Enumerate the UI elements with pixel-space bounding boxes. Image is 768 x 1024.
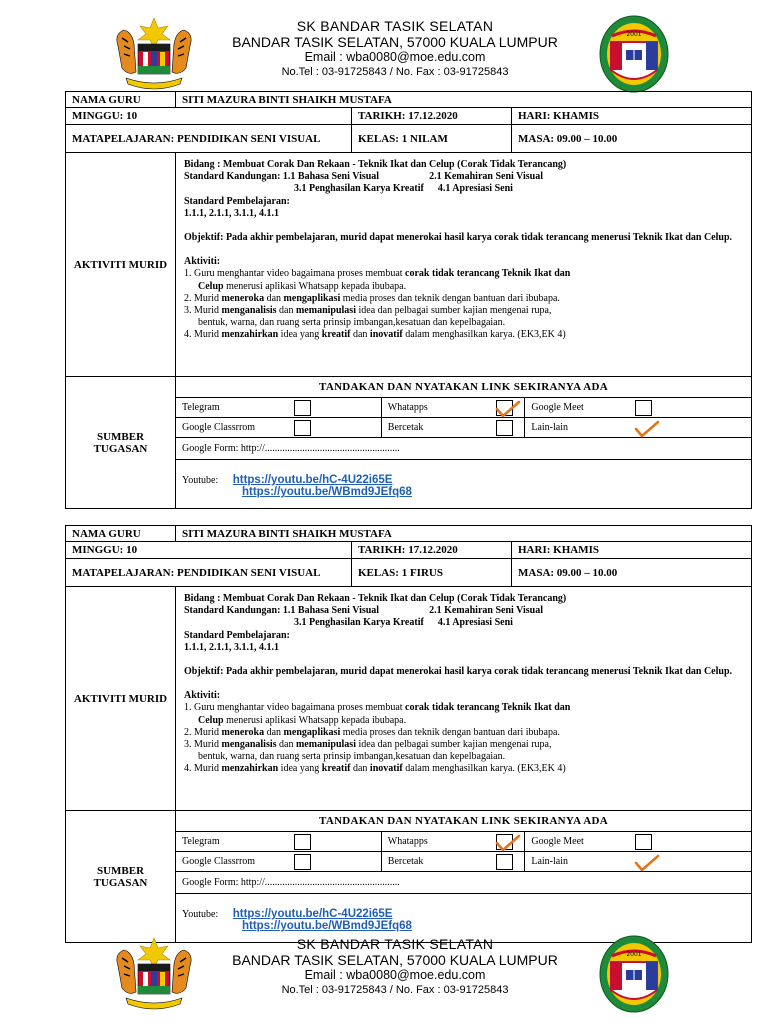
option-lain-lain[interactable]: Lain-lain [525, 851, 751, 871]
youtube-link-2[interactable]: https://youtu.be/WBmd9JEfq68 [242, 920, 412, 933]
youtube-link-2[interactable]: https://youtu.be/WBmd9JEfq68 [242, 486, 412, 499]
school-crest-icon [598, 14, 670, 94]
checkbox-lain-lain[interactable] [635, 854, 652, 870]
sumber-grid [176, 377, 751, 507]
svg-text:2001: 2001 [626, 31, 642, 38]
label-tarikh: TARIKH: 17.12.2020 [352, 108, 512, 125]
option-telegram[interactable]: Telegram [176, 831, 381, 851]
option-google-classroom[interactable]: Google Classrrom [176, 851, 381, 871]
letterhead-bottom [0, 934, 768, 1014]
label-matapelajaran: MATAPELAJARAN: PENDIDIKAN SENI VISUAL [66, 559, 352, 587]
sk-21: 2.1 Kemahiran Seni Visual [429, 605, 543, 617]
checkbox-google-meet[interactable] [635, 400, 652, 416]
svg-text:2001: 2001 [626, 951, 642, 958]
youtube-label: Youtube: [182, 475, 219, 487]
label-sumber-tugasan: SUMBER TUGASAN [66, 811, 176, 943]
label-masa: MASA: 09.00 – 10.00 [512, 559, 752, 587]
list-item: 4. Murid menzahirkan idea yang kreatif dan inovatif dalam menghasilkan karya. (EK3,EK 4) [184, 329, 566, 341]
youtube-link-1[interactable]: https://youtu.be/hC-4U22i65E [232, 908, 393, 921]
school-crest-icon [598, 934, 670, 1014]
label-minggu: MINGGU: 10 [66, 108, 352, 125]
checkbox-google-classroom[interactable] [294, 854, 311, 870]
standard-kandungan: Standard Kandungan: 1.1 Bahasa Seni Visual [184, 605, 380, 617]
sk-31: 3.1 Penghasilan Karya Kreatif [294, 617, 424, 629]
checkmark-icon [495, 833, 521, 853]
standard-kandungan: Standard Kandungan: 1.1 Bahasa Seni Visual [184, 171, 380, 183]
list-item: 2. Murid meneroka dan mengaplikasi media proses dan teknik dengan bantuan dari ibubapa. [184, 726, 560, 738]
list-item: 3. Murid menganalisis dan memanipulasi idea dan pelbagai sumber kajian mengenai rupa, bentuk, warna, dan ruang serta prinsip imbangan,kesatuan dan kepelbagaian. [184, 305, 552, 329]
malaysia-coat-of-arms-icon [108, 16, 200, 94]
option-bercetak[interactable]: Bercetak [381, 851, 525, 871]
youtube-label: Youtube: [182, 909, 219, 921]
list-item: 2. Murid meneroka dan mengaplikasi media proses dan teknik dengan bantuan dari ibubapa. [184, 292, 560, 304]
sumber-grid [176, 811, 751, 941]
school-name: SK BANDAR TASIK SELATAN [296, 18, 494, 34]
option-whatsapp[interactable]: Whatapps [381, 397, 525, 417]
option-telegram[interactable]: Telegram [176, 397, 381, 417]
label-aktiviti-murid: AKTIVITI MURID [66, 587, 176, 811]
bidang-text: Bidang : Membuat Corak Dan Rekaan - Teknik Ikat dan Celup (Corak Tidak Terancang) [184, 593, 567, 604]
list-item: 1. Guru menghantar video bagaimana proses membuat corak tidak terancang Teknik Ikat dan Celup menerusi aplikasi Whatsapp kepada ibubapa. [184, 702, 571, 726]
standard-pembelajaran-values: 1.1.1, 2.1.1, 3.1.1, 4.1.1 [184, 641, 279, 653]
checkbox-whatsapp[interactable] [496, 834, 513, 850]
label-matapelajaran: MATAPELAJARAN: PENDIDIKAN SENI VISUAL [66, 125, 352, 153]
guru-name: SITI MAZURA BINTI SHAIKH MUSTAFA [176, 92, 752, 108]
option-google-meet[interactable]: Google Meet [525, 397, 751, 417]
lesson-plan-1 [65, 91, 752, 509]
option-whatsapp[interactable]: Whatapps [381, 831, 525, 851]
bidang-text: Bidang : Membuat Corak Dan Rekaan - Teknik Ikat dan Celup (Corak Tidak Terancang) [184, 159, 567, 170]
youtube-link-1[interactable]: https://youtu.be/hC-4U22i65E [232, 474, 393, 487]
objektif-text: Objektif: Pada akhir pembelajaran, murid dapat menerokai hasil karya corak tidak terancang menerusi Teknik Ikat dan Celup. [184, 666, 733, 678]
sk-41: 4.1 Apresiasi Seni [437, 617, 513, 629]
label-hari: HARI: KHAMIS [512, 542, 752, 559]
sk-31: 3.1 Penghasilan Karya Kreatif [294, 183, 424, 195]
lesson-plan-2 [65, 525, 752, 943]
aktiviti-content [176, 153, 752, 377]
label-aktiviti-murid: AKTIVITI MURID [66, 153, 176, 377]
school-phone: No.Tel : 03-91725843 / No. Fax : 03-91725843 [281, 984, 509, 996]
school-email: Email : wba0080@moe.edu.com [304, 50, 486, 64]
checkbox-telegram[interactable] [294, 834, 311, 850]
aktiviti-content [176, 587, 752, 811]
school-address: BANDAR TASIK SELATAN, 57000 KUALA LUMPUR [232, 34, 558, 50]
checkbox-telegram[interactable] [294, 400, 311, 416]
aktiviti-list [184, 268, 743, 341]
google-form-field[interactable]: Google Form: http://...................................................... [176, 871, 751, 893]
aktiviti-label: Aktiviti: [184, 256, 221, 268]
sk-41: 4.1 Apresiasi Seni [437, 183, 513, 195]
option-lain-lain[interactable]: Lain-lain [525, 417, 751, 437]
list-item: 3. Murid menganalisis dan memanipulasi idea dan pelbagai sumber kajian mengenai rupa, bentuk, warna, dan ruang serta prinsip imbangan,kesatuan dan kepelbagaian. [184, 739, 552, 763]
checkmark-icon [634, 419, 660, 439]
option-google-classroom[interactable]: Google Classrrom [176, 417, 381, 437]
checkbox-google-classroom[interactable] [294, 420, 311, 436]
checkbox-bercetak[interactable] [496, 854, 513, 870]
label-masa: MASA: 09.00 – 10.00 [512, 125, 752, 153]
standard-pembelajaran-values: 1.1.1, 2.1.1, 3.1.1, 4.1.1 [184, 207, 279, 219]
checkmark-icon [495, 399, 521, 419]
list-item: 4. Murid menzahirkan idea yang kreatif dan inovatif dalam menghasilkan karya. (EK3,EK 4) [184, 763, 566, 775]
sk-21: 2.1 Kemahiran Seni Visual [429, 171, 543, 183]
checkbox-lain-lain[interactable] [635, 420, 652, 436]
label-kelas: KELAS: 1 FIRUS [352, 559, 512, 587]
label-nama-guru: NAMA GURU [66, 92, 176, 108]
checkbox-bercetak[interactable] [496, 420, 513, 436]
checkmark-icon [634, 853, 660, 873]
aktiviti-label: Aktiviti: [184, 690, 221, 702]
tandakan-title: TANDAKAN DAN NYATAKAN LINK SEKIRANYA ADA [176, 811, 751, 831]
checkbox-google-meet[interactable] [635, 834, 652, 850]
checkbox-whatsapp[interactable] [496, 400, 513, 416]
label-minggu: MINGGU: 10 [66, 542, 352, 559]
label-tarikh: TARIKH: 17.12.2020 [352, 542, 512, 559]
objektif-text: Objektif: Pada akhir pembelajaran, murid dapat menerokai hasil karya corak tidak terancang menerusi Teknik Ikat dan Celup. [184, 232, 733, 244]
aktiviti-list [184, 702, 743, 775]
school-phone: No.Tel : 03-91725843 / No. Fax : 03-91725843 [281, 66, 509, 78]
label-kelas: KELAS: 1 NILAM [352, 125, 512, 153]
tandakan-title: TANDAKAN DAN NYATAKAN LINK SEKIRANYA ADA [176, 377, 751, 397]
school-email: Email : wba0080@moe.edu.com [304, 968, 486, 982]
label-sumber-tugasan: SUMBER TUGASAN [66, 377, 176, 509]
list-item: 1. Guru menghantar video bagaimana proses membuat corak tidak terancang Teknik Ikat dan Celup menerusi aplikasi Whatsapp kepada ibubapa. [184, 268, 571, 292]
letterhead-top [0, 14, 768, 94]
malaysia-coat-of-arms-icon [108, 936, 200, 1014]
standard-pembelajaran-label: Standard Pembelajaran: [184, 195, 290, 207]
option-bercetak[interactable]: Bercetak [381, 417, 525, 437]
school-address: BANDAR TASIK SELATAN, 57000 KUALA LUMPUR [232, 952, 558, 968]
guru-name: SITI MAZURA BINTI SHAIKH MUSTAFA [176, 526, 752, 542]
google-form-field[interactable]: Google Form: http://...................................................... [176, 437, 751, 459]
standard-pembelajaran-label: Standard Pembelajaran: [184, 629, 290, 641]
option-google-meet[interactable]: Google Meet [525, 831, 751, 851]
label-hari: HARI: KHAMIS [512, 108, 752, 125]
label-nama-guru: NAMA GURU [66, 526, 176, 542]
school-name: SK BANDAR TASIK SELATAN [296, 936, 494, 952]
